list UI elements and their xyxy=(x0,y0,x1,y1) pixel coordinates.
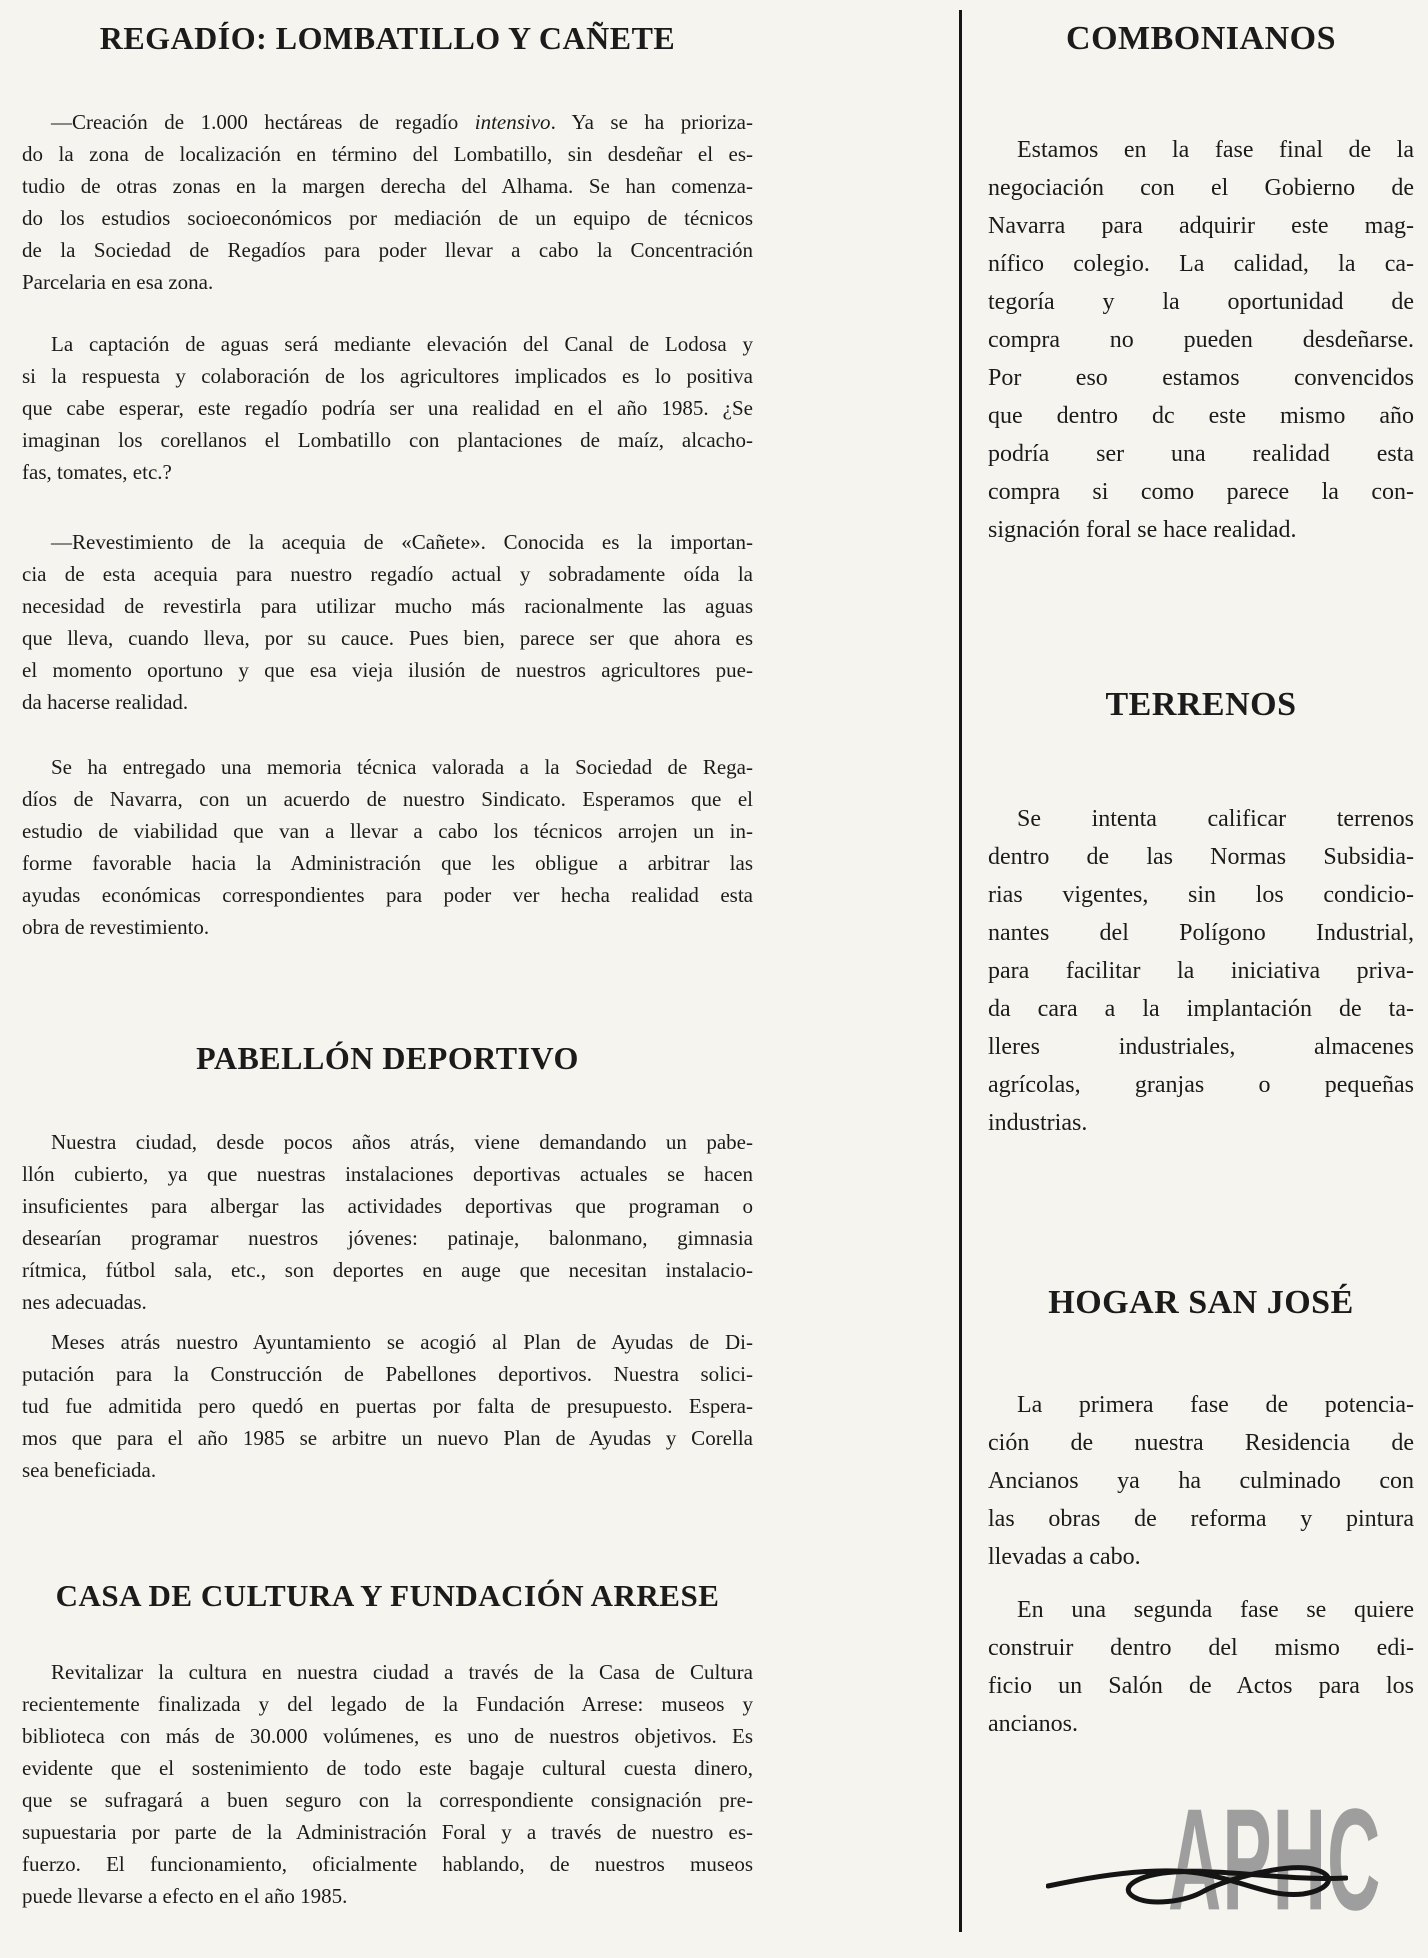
text-line: imaginan los corellanos el Lombatillo con plantaciones de maíz, alcacho- xyxy=(22,428,753,452)
text-line: compra si como parece la con- xyxy=(988,479,1414,505)
text-line: nes adecuadas. xyxy=(22,1290,147,1314)
heading-pabellon-deportivo: PABELLÓN DEPORTIVO xyxy=(196,1040,579,1076)
text-line: ayudas económicas correspondientes para poder ver hecha realidad esta xyxy=(22,883,753,907)
text-line: nantes del Polígono Industrial, xyxy=(988,920,1414,946)
text-line: llón cubierto, ya que nuestras instalaciones deportivas actuales se hacen xyxy=(22,1162,753,1186)
heading-hogar-san-jose: HOGAR SAN JOSÉ xyxy=(1048,1284,1354,1321)
text-line: signación foral se hace realidad. xyxy=(988,517,1297,543)
text-line: Se ha entregado una memoria técnica valorada a la Sociedad de Rega- xyxy=(51,755,753,779)
text-line: La captación de aguas será mediante elevación del Canal de Lodosa y xyxy=(51,332,753,356)
text-line: el momento oportuno y que esa vieja ilusión de nuestros agricultores pue- xyxy=(22,658,753,682)
text-line: Parcelaria en esa zona. xyxy=(22,270,214,294)
paragraph-casa-de-cultura xyxy=(22,1656,753,1912)
heading-casa-de-cultura: CASA DE CULTURA Y FUNDACIÓN ARRESE xyxy=(55,1578,720,1613)
text-line: industrias. xyxy=(988,1110,1088,1136)
text-line: nífico colegio. La calidad, la ca- xyxy=(988,251,1414,277)
heading-regadio-lombatillo-canete: REGADÍO: LOMBATILLO Y CAÑETE xyxy=(99,20,676,56)
text-line: forme favorable hacia la Administración que les obligue a arbitrar las xyxy=(22,851,753,875)
text-line: mos que para el año 1985 se arbitre un nuevo Plan de Ayudas y Corella xyxy=(22,1426,753,1450)
text-line: fas, tomates, etc.? xyxy=(22,460,172,484)
text-line: Revitalizar la cultura en nuestra ciudad a través de la Casa de Cultura xyxy=(51,1660,753,1684)
text-line: tegoría y la oportunidad de xyxy=(988,289,1414,315)
text-line: tudio de otras zonas en la margen derecha del Alhama. Se han comenza- xyxy=(22,174,753,198)
text-line: puede llevarse a efecto en el año 1985. xyxy=(22,1884,348,1908)
text-line: Meses atrás nuestro Ayuntamiento se acogió al Plan de Ayudas de Di- xyxy=(51,1330,753,1354)
text-line: biblioteca con más de 30.000 volúmenes, es uno de nuestros objetivos. Es xyxy=(22,1724,753,1748)
text-line: —Revestimiento de la acequia de «Cañete». Conocida es la importan- xyxy=(51,530,753,554)
text-line: do la zona de localización en término del Lombatillo, sin desdeñar el es- xyxy=(22,142,753,166)
text-line: desearían programar nuestros jóvenes: patinaje, balonmano, gimnasia xyxy=(22,1226,753,1250)
text-line: Estamos en la fase final de la xyxy=(1017,137,1414,163)
text-line: supuestaria por parte de la Administración Foral y a través de nuestro es- xyxy=(22,1820,753,1844)
text-line: putación para la Construcción de Pabellones deportivos. Nuestra solici- xyxy=(22,1362,753,1386)
text-line: lleres industriales, almacenes xyxy=(988,1034,1414,1060)
paragraph-regadio-4 xyxy=(22,751,753,943)
text-line: ficio un Salón de Actos para los xyxy=(988,1673,1414,1699)
text-line: evidente que el sostenimiento de todo este bagaje cultural cuesta dinero, xyxy=(22,1756,753,1780)
text-line: dentro de las Normas Subsidia- xyxy=(988,844,1414,870)
text-line: díos de Navarra, con un acuerdo de nuestro Sindicato. Esperamos que el xyxy=(22,787,753,811)
text-line: que dentro dc este mismo año xyxy=(988,403,1414,429)
paragraph-combonianos xyxy=(988,131,1414,549)
text-line: sea beneficiada. xyxy=(22,1458,157,1482)
text-line: Por eso estamos convencidos xyxy=(988,365,1414,391)
text-line: —Creación de 1.000 hectáreas de regadío intensivo. Ya se ha prioriza- xyxy=(51,110,753,134)
text-line: estudio de viabilidad que van a llevar a cabo los técnicos arrojen un in- xyxy=(22,819,753,843)
text-line: obra de revestimiento. xyxy=(22,915,210,939)
heading-combonianos: COMBONIANOS xyxy=(1066,20,1336,57)
heading-terrenos: TERRENOS xyxy=(1105,686,1297,723)
text-line: da cara a la implantación de ta- xyxy=(988,996,1414,1022)
text-line: que cabe esperar, este regadío podría ser una realidad en el año 1985. ¿Se xyxy=(22,396,753,420)
text-line: agrícolas, granjas o pequeñas xyxy=(988,1072,1414,1098)
text-line: tud fue admitida pero quedó en puertas por falta de presupuesto. Espera- xyxy=(22,1394,753,1418)
aphc-watermark: APHC xyxy=(1168,1778,1382,1941)
text-line: ancianos. xyxy=(988,1711,1078,1737)
text-line: rias vigentes, sin los condicio- xyxy=(988,882,1414,908)
text-line: las obras de reforma y pintura xyxy=(988,1506,1414,1532)
text-line: recientemente finalizada y del legado de la Fundación Arrese: museos y xyxy=(22,1692,753,1716)
text-line: rítmica, fútbol sala, etc., son deportes en auge que necesitan instalacio- xyxy=(22,1258,753,1282)
text-line: fuerzo. El funcionamiento, oficialmente hablando, de nuestros museos xyxy=(22,1852,753,1876)
text-line: Navarra para adquirir este mag- xyxy=(988,213,1414,239)
text-line: para facilitar la iniciativa priva- xyxy=(988,958,1414,984)
text-line: En una segunda fase se quiere xyxy=(1017,1597,1414,1623)
text-line: compra no pueden desdeñarse. xyxy=(988,327,1414,353)
text-line: construir dentro del mismo edi- xyxy=(988,1635,1414,1661)
text-line: cia de esta acequia para nuestro regadío actual y sobradamente oída la xyxy=(22,562,753,586)
text-line: podría ser una realidad esta xyxy=(988,441,1414,467)
text-line: da hacerse realidad. xyxy=(22,690,189,714)
text-line: necesidad de revestirla para utilizar mucho más racionalmente las aguas xyxy=(22,594,753,618)
text-line: negociación con el Gobierno de xyxy=(988,175,1414,201)
paragraph-hogar-2 xyxy=(988,1591,1414,1743)
paragraph-regadio-3 xyxy=(22,526,753,718)
text-line: Ancianos ya ha culminado con xyxy=(988,1468,1414,1494)
column-divider-rule xyxy=(959,10,962,1932)
paragraph-regadio-1 xyxy=(22,106,753,298)
calligraphic-flourish-icon xyxy=(1046,1850,1348,1908)
paragraph-hogar-1 xyxy=(988,1386,1414,1576)
paragraph-terrenos xyxy=(988,800,1414,1142)
text-line: insuficientes para albergar las actividades deportivas que programan o xyxy=(22,1194,753,1218)
text-line: que se sufragará a buen seguro con la correspondiente consignación pre- xyxy=(22,1788,753,1812)
text-line: ción de nuestra Residencia de xyxy=(988,1430,1414,1456)
paragraph-pabellon-2 xyxy=(22,1326,753,1486)
paragraph-pabellon-1 xyxy=(22,1126,753,1318)
text-line: Nuestra ciudad, desde pocos años atrás, viene demandando un pabe- xyxy=(51,1130,753,1154)
paragraph-regadio-2 xyxy=(22,328,753,488)
text-line: de la Sociedad de Regadíos para poder llevar a cabo la Concentración xyxy=(22,238,753,262)
text-line: do los estudios socioeconómicos por mediación de un equipo de técnicos xyxy=(22,206,753,230)
text-line: si la respuesta y colaboración de los agricultores implicados es lo positiva xyxy=(22,364,753,388)
text-line: La primera fase de potencia- xyxy=(1017,1392,1414,1418)
text-line: que lleva, cuando lleva, por su cauce. Pues bien, parece ser que ahora es xyxy=(22,626,753,650)
text-line: llevadas a cabo. xyxy=(988,1544,1141,1570)
text-line: Se intenta calificar terrenos xyxy=(1017,806,1414,832)
